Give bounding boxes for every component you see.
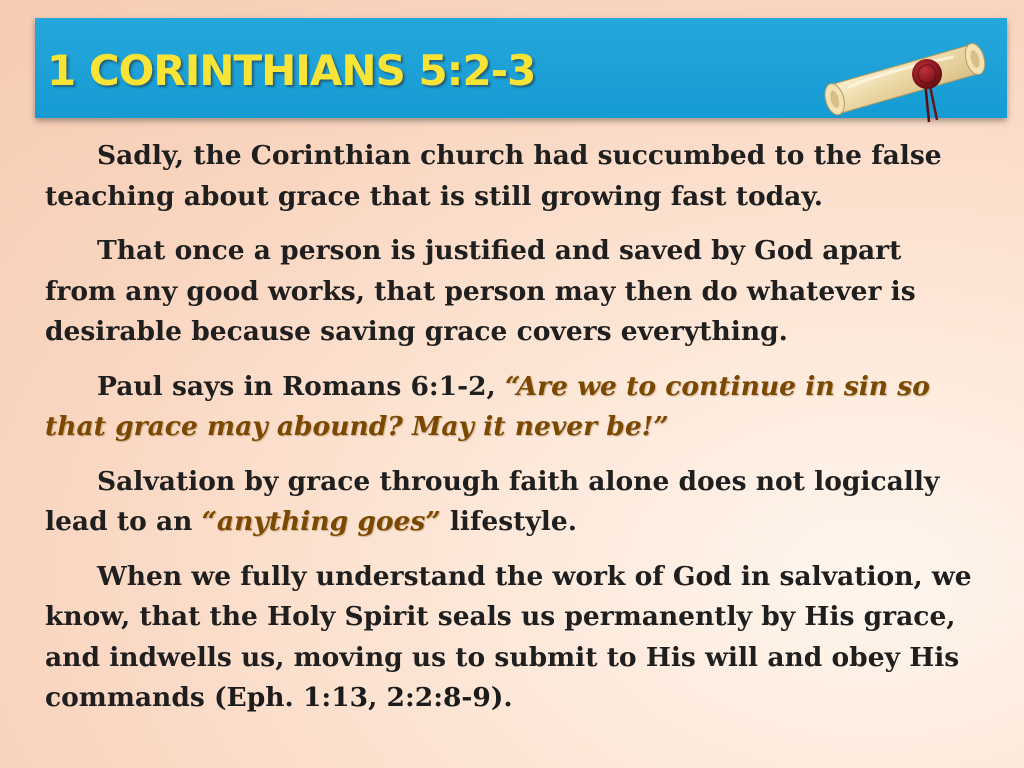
paragraph-5-lead: When we fully understand the work of God in salvation, we know, that the Holy Spirit seals us permanently by His grace, and indwells us, moving us to submit to His will and obey His commands ( bbox=[45, 560, 972, 713]
paragraph-1-text: Sadly, the Corinthian church had succumbed to the false teaching about grace that is still growing fast today. bbox=[45, 140, 942, 212]
slide-body bbox=[45, 136, 980, 733]
paragraph-5-tail: . bbox=[503, 682, 513, 713]
paragraph-1 bbox=[45, 136, 980, 217]
title-banner bbox=[35, 18, 1007, 118]
paragraph-4-tail: lifestyle. bbox=[440, 506, 577, 537]
scroll-with-wax-seal-icon bbox=[817, 26, 992, 124]
open-quote-mark: “ bbox=[505, 370, 517, 402]
paragraph-3-lead: Paul says in Romans 6:1-2, bbox=[97, 370, 506, 402]
close-quote-mark: ” bbox=[425, 506, 441, 537]
close-quote-mark: ” bbox=[653, 411, 669, 442]
paragraph-3 bbox=[45, 367, 980, 448]
paragraph-4 bbox=[45, 462, 980, 543]
paragraph-2-text: That once a person is justified and saved by God apart from any good works, that person may then do whatever is desirable because saving grace covers everything. bbox=[45, 235, 916, 347]
paragraph-2 bbox=[45, 231, 980, 353]
anything-goes-quote: anything goes bbox=[216, 506, 426, 537]
romans-quote: Are we to continue in sin so that grace may abound? May it never be! bbox=[45, 370, 930, 442]
slide-title: 1 CORINTHIANS 5:2-3 bbox=[47, 46, 536, 95]
paragraph-4-lead: Salvation by grace through faith alone does not logically lead to an bbox=[45, 465, 940, 537]
open-quote-mark: “ bbox=[201, 506, 217, 537]
scripture-reference: Eph. 1:13, 2:2:8-9) bbox=[226, 682, 504, 713]
paragraph-5 bbox=[45, 557, 980, 719]
